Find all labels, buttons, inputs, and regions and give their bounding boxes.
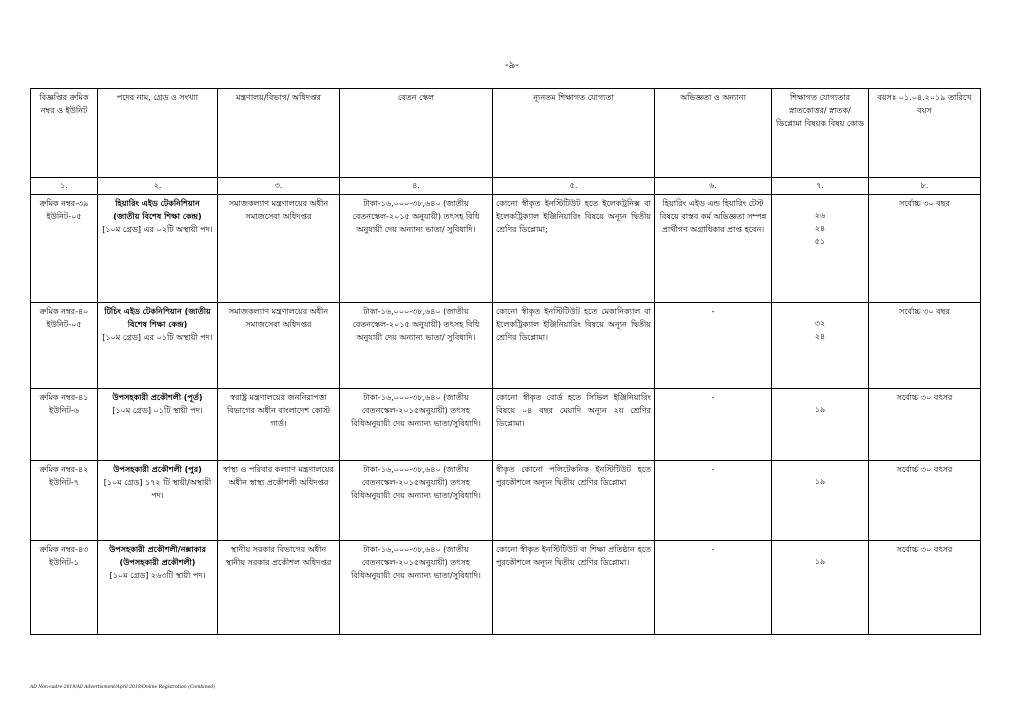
experience-text: - [711,545,715,554]
header-pay-scale: বেতন স্কেল [340,89,493,178]
header-post: পদের নাম, গ্রেড ও সংখ্যা [98,89,218,178]
age-text: সর্বোর্চ্চ ৩০ বৎসর [896,465,953,474]
serial-text: ক্রমিক নম্বর-৪০ ইউনিট-০৫ [39,307,89,329]
ministry-cell [218,303,340,389]
subject-code-text: ২৬ ২৪ ৫১ [814,211,826,246]
ministry-text: স্বাস্থ্য ও পরিবার কল্যাণ মন্ত্রণালয়ের অধীন স্বাস্থ্য প্রকৌশলী অধিদপ্তর [223,465,334,487]
header-subject-code: শিক্ষাগত যোগ্যতার স্নাতকোত্তর/ স্নাতক/ ডিপ্লোমা বিষয়ক বিষয় কোড [772,89,869,178]
column-number-row [31,178,981,195]
experience-cell [655,541,772,635]
pay-scale-cell [340,303,493,389]
age-text: সর্বোচ্চ ৩০ বছর [899,307,950,316]
ministry-cell [218,195,340,303]
ministry-text: সমাজকল্যাণ মন্ত্রণালয়ের অধীন সমাজসেবা অধিদপ্তর [228,307,329,329]
experience-text: - [711,465,715,474]
post-details: [১০ম গ্রেড] ১৭২ টি স্থায়ী/অস্থায়ী পদ। [103,478,212,500]
subject-code-text: ৩২ ২৪ [814,319,826,341]
post-details: [১০ম গ্রেড] এর ০২টি অস্থায়ী পদ। [102,225,213,234]
age-cell [869,541,981,635]
post-details: [১০ম গ্রেড] ০১টি স্থায়ী পদ। [112,406,203,415]
education-cell [493,195,655,303]
ministry-cell [218,541,340,635]
post-cell [98,541,218,635]
subject-code-text: ১৯ [814,557,826,566]
post-title: হিয়ারিং এইড টেকনিশিয়ান (জাতীয় বিশেষ শিক্ষা কেন্দ্র) [113,199,202,221]
education-cell [493,541,655,635]
pay-scale-cell [340,541,493,635]
pay-scale-text: টাকা-১৬,০০০-৩৮,৬৪০ (জাতীয় বেতনস্কেল-২০১৫ অনুযায়ী) তৎসহ বিধি অনুযায়ী দেয় অন্যান্য ভাতা/ সুবিধাদি। [352,307,480,342]
column-number: ৬. [655,178,772,195]
age-text: সর্বোচ্চ ৩০ বছর [899,199,950,208]
post-cell [98,461,218,541]
column-number: ৭. [772,178,869,195]
education-text: কোনো স্বীকৃত ইনস্টিটিউট হতে ইলেকট্রনিক্স বা ইলেকট্রিক্যাল ইঞ্জিনিয়ারিং বিষয়ে অন্যূন দ্বিতীয় শ্রেণির ডিপ্লোমা; [496,199,651,234]
pay-scale-cell [340,195,493,303]
serial-cell [31,389,98,461]
pay-scale-text: টাকা-১৬,০০০-৩৮,৬৪০ (জাতীয় বেতনস্কেল-২০১৫অনুযায়ী) তৎসহ বিধিঅনুযায়ী দেয় অন্যান্য ভাতা/সুবিধাদি। [351,465,481,500]
age-text: সর্বোচ্চ ৩০ বৎসর [896,545,953,554]
education-text: কোনো স্বীকৃত ইনস্টিটিউট বা শিক্ষা প্রতিষ্ঠান হতে পুরকৌশলে অন্যূন দ্বিতীয় শ্রেণির ডিপ্লোমা। [496,545,651,567]
recruitment-table [30,88,981,635]
experience-text: - [711,393,715,402]
pay-scale-cell [340,461,493,541]
experience-cell [655,461,772,541]
post-title: উপসহকারী প্রকৌশলী/নক্সাকার (উপসহকারী প্রকৌশলী) [109,545,206,567]
header-experience: অভিজ্ঞতা ও অন্যান্য [655,89,772,178]
cell-spacer [775,463,865,475]
header-row [31,89,981,178]
subject-code-cell [772,541,869,635]
cell-spacer [775,391,865,403]
header-ministry: মন্ত্রণালয়/বিভাগ/ অধিদপ্তর [218,89,340,178]
ministry-text: স্থানীয় সরকার বিভাগের অধীন স্থানীয় সরকার প্রকৌশল অধিদপ্তর [225,545,332,567]
column-number: ৮. [869,178,981,195]
serial-cell [31,461,98,541]
age-text: সর্বোচ্চ ৩০ বৎসর [896,393,953,402]
post-cell [98,195,218,303]
age-cell [869,195,981,303]
experience-cell [655,195,772,303]
ministry-text: স্বরাষ্ট্র মন্ত্রণালয়ের জননিরাপত্তা বিভাগের অধীন বাংলাদেশ কোস্ট গার্ড। [226,393,331,428]
column-number: ২. [98,178,218,195]
page-number: -৯- [505,60,519,71]
pay-scale-cell [340,389,493,461]
column-number: ৫. [493,178,655,195]
table-row [31,541,981,635]
ministry-cell [218,389,340,461]
post-cell [98,389,218,461]
post-title: টিচিং এইড টেকনিশিয়ান (জাতীয় বিশেষ শিক্ষা কেন্দ্র) [104,307,211,329]
post-details: [১০ম গ্রেড] এর ০১টি অস্থায়ী পদ। [102,333,213,342]
serial-text: ক্রমিক নম্বর-৪১ ইউনিট-৬ [39,393,89,415]
table-row [31,195,981,303]
education-cell [493,461,655,541]
column-number: ৩. [218,178,340,195]
subject-code-text: ১৯ [814,477,826,486]
footer-path: AD Non-cadre-2019/All Advertisment/April-2019/Online Registration (Combined) [30,685,215,690]
pay-scale-text: টাকা-১৬,০০০-৩৮,৬৪০ (জাতীয় বেতনস্কেল-২০১৫ অনুযায়ী) তৎসহ বিধি অনুযায়ী দেয় অন্যান্য ভাতা/ সুবিধাদি। [352,199,480,234]
experience-cell [655,303,772,389]
serial-cell [31,195,98,303]
education-cell [493,389,655,461]
pay-scale-text: টাকা-১৬,০০০-৩৮,৬৪০ (জাতীয় বেতনস্কেল-২০১৫অনুযায়ী) তৎসহ বিধিঅনুযায়ী দেয় অন্যান্য ভাতা/সুবিধাদি। [351,545,481,580]
pay-scale-text: টাকা-১৬,০০০-৩৮,৬৪০ (জাতীয় বেতনস্কেল-২০১৫অনুযায়ী) তৎসহ বিধিঅনুযায়ী দেয় অন্যান্য ভাতা/সুবিধাদি। [351,393,481,428]
post-details: [১০ম গ্রেড] ২৬৩টি স্থায়ী পদ। [109,571,206,580]
post-cell [98,303,218,389]
serial-text: ক্রমিক নম্বর-৪২ ইউনিট-৭ [39,465,89,487]
subject-code-text: ১৯ [814,405,826,414]
header-age: বয়সঃ ০১.০৪.২০১৯ তারিখে বয়স [869,89,981,178]
age-cell [869,303,981,389]
serial-text: ক্রমিক নম্বর-৪৩ ইউনিট-১ [39,545,89,567]
experience-cell [655,389,772,461]
cell-spacer [775,305,865,317]
column-number: ১. [31,178,98,195]
serial-cell [31,541,98,635]
education-cell [493,303,655,389]
subject-code-cell [772,389,869,461]
ministry-text: সমাজকল্যাণ মন্ত্রণালয়ের অধীন সমাজসেবা অধিদপ্তর [228,199,329,221]
experience-text: - [711,307,715,316]
table-row [31,389,981,461]
education-text: কোনো স্বীকৃত বোর্ড হতে সিভিল ইঞ্জিনিয়ারিং বিষয়ে ০৪ বছর মেয়াদি অন্যূন ২য় শ্রেণির ডিপ্লোমা। [496,393,651,428]
cell-spacer [775,197,865,209]
age-cell [869,389,981,461]
education-text: স্বীকৃত কোনো পলিটেকনিক ইনস্টিটিউট হতে পুরকৌশলে অন্যূন দ্বিতীয় শ্রেণির ডিপ্লোমা [496,465,651,487]
post-title: উপসহকারী প্রকৌশলী (পূর্ত) [112,393,203,402]
education-text: কোনো স্বীকৃত ইনস্টিটিউট হতে মেকানিক্যাল বা ইলেকট্রিক্যাল ইঞ্জিনিয়ারিং বিষয়ে অন্যূন দ্বিতীয় শ্রেণির ডিপ্লোমা। [496,307,651,342]
serial-cell [31,303,98,389]
column-number: ৪. [340,178,493,195]
subject-code-cell [772,303,869,389]
table-row [31,461,981,541]
serial-text: ক্রমিক নম্বর-৩৯ ইউনিট-০৫ [39,199,89,221]
subject-code-cell [772,195,869,303]
experience-text: হিয়ারিং এইড এন্ড হিয়ারিং টেস্ট বিষয়ে বাস্তব কর্ম অভিজ্ঞতা সম্পন্ন প্রার্থীগণ অগ্রাধিকার প্রাপ্ত হবেন। [659,199,767,234]
header-education: ন্যূনতম শিক্ষাগত যোগ্যতা [493,89,655,178]
subject-code-cell [772,461,869,541]
cell-spacer [775,543,865,555]
header-serial: বিজ্ঞপ্তির ক্রমিক নম্বর ও ইউনিট [31,89,98,178]
post-title: উপসহকারী প্রকৌশলী (পুর) [113,465,202,474]
table-row [31,303,981,389]
age-cell [869,461,981,541]
ministry-cell [218,461,340,541]
